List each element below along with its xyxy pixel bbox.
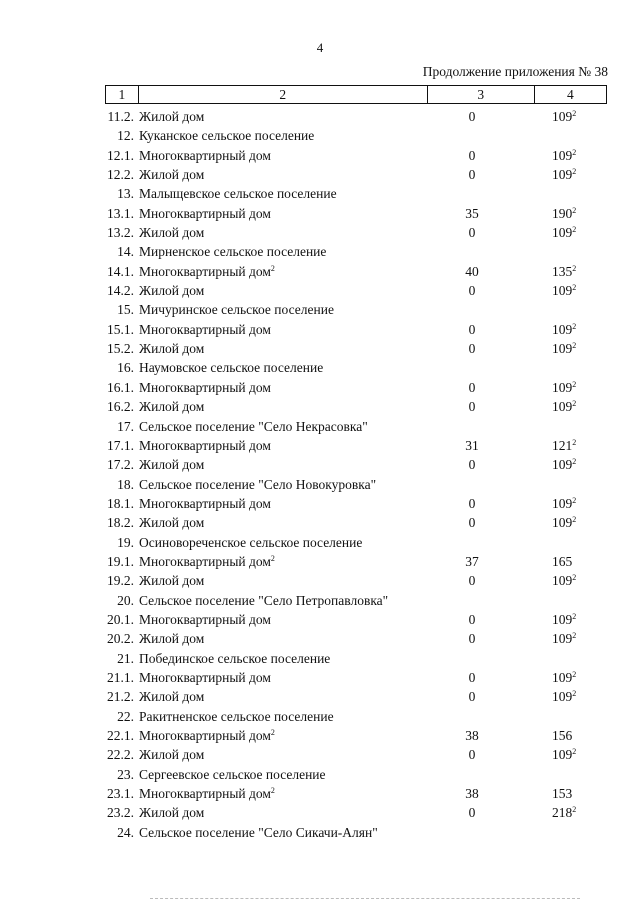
row-name: Побединское сельское поселение bbox=[139, 650, 331, 666]
row-number: 13. bbox=[117, 186, 134, 202]
row-name: Осиновореченское сельское поселение bbox=[139, 534, 363, 550]
table-row bbox=[0, 358, 640, 377]
row-value-col4-footnote: 2 bbox=[572, 321, 577, 331]
table-row bbox=[0, 552, 640, 571]
row-name: Многоквартирный дом bbox=[139, 379, 271, 395]
row-number: 16.2. bbox=[107, 399, 134, 415]
row-value-col4: 109 bbox=[552, 495, 573, 511]
row-number: 17.1. bbox=[107, 437, 134, 453]
row-name: Многоквартирный дом bbox=[139, 263, 271, 279]
row-name: Многоквартирный дом bbox=[139, 147, 271, 163]
table-row bbox=[0, 223, 640, 242]
row-value-col4-footnote: 2 bbox=[572, 495, 577, 505]
row-value-col4-cell bbox=[552, 165, 576, 184]
row-number: 12. bbox=[117, 128, 134, 144]
row-value-col4-cell bbox=[552, 784, 572, 803]
row-name-cell bbox=[139, 204, 271, 223]
row-value-col4: 109 bbox=[552, 147, 573, 163]
row-value-col3: 0 bbox=[468, 167, 476, 183]
table-row bbox=[0, 126, 640, 145]
row-value-col4: 109 bbox=[552, 669, 573, 685]
row-value-col4: 156 bbox=[552, 728, 573, 743]
table-row bbox=[0, 262, 640, 281]
row-name: Многоквартирный дом bbox=[139, 495, 271, 511]
row-name: Наумовское сельское поселение bbox=[139, 360, 324, 376]
row-value-col4-footnote: 2 bbox=[572, 283, 577, 293]
row-value-col4: 109 bbox=[552, 109, 573, 124]
row-value-col4-footnote: 2 bbox=[572, 631, 577, 641]
row-value-col4-cell bbox=[552, 107, 576, 126]
row-value-col4-cell bbox=[552, 455, 576, 474]
row-number: 15.1. bbox=[107, 321, 134, 337]
table-row bbox=[0, 707, 640, 726]
row-number: 14.1. bbox=[107, 263, 134, 279]
row-value-col4: 109 bbox=[552, 631, 573, 647]
row-number: 16.1. bbox=[107, 379, 134, 395]
table-row bbox=[0, 668, 640, 687]
row-number: 13.2. bbox=[107, 225, 134, 241]
row-value-col4: 109 bbox=[552, 167, 573, 183]
row-name: Малыщевское сельское поселение bbox=[139, 186, 337, 202]
row-value-col4-cell bbox=[552, 146, 576, 165]
row-value-col4-cell bbox=[552, 494, 576, 513]
row-name: Жилой дом bbox=[139, 515, 205, 531]
column-header-table bbox=[105, 85, 607, 104]
table-row bbox=[0, 494, 640, 513]
row-value-col4-cell bbox=[552, 629, 576, 648]
page-number: 4 bbox=[316, 40, 324, 55]
row-name-footnote: 2 bbox=[270, 728, 275, 737]
column-header-3: 3 bbox=[427, 86, 534, 104]
row-name: Многоквартирный дом bbox=[139, 786, 271, 802]
row-number: 15. bbox=[117, 302, 134, 318]
row-value-col4-cell bbox=[552, 436, 576, 455]
row-name: Куканское сельское поселение bbox=[139, 128, 315, 144]
row-name-cell bbox=[139, 668, 271, 687]
footer-divider bbox=[150, 898, 580, 900]
row-value-col3: 0 bbox=[468, 669, 476, 685]
row-name: Ракитненское сельское поселение bbox=[139, 708, 334, 724]
row-value-col4-cell bbox=[552, 397, 576, 416]
table-row bbox=[0, 823, 640, 842]
column-header-2: 2 bbox=[138, 86, 427, 104]
table-row bbox=[0, 184, 640, 203]
row-number: 21.2. bbox=[107, 689, 134, 705]
row-value-col4: 109 bbox=[552, 341, 573, 357]
row-name-cell bbox=[139, 107, 204, 126]
row-value-col4-cell bbox=[552, 745, 576, 764]
row-value-col4: 109 bbox=[552, 225, 573, 241]
row-value-col4: 153 bbox=[552, 786, 573, 802]
row-value-col4-footnote: 2 bbox=[572, 669, 577, 679]
row-value-col4-footnote: 2 bbox=[572, 263, 577, 273]
row-number: 12.1. bbox=[107, 147, 134, 163]
row-value-col4: 135 bbox=[552, 263, 573, 279]
row-name-cell bbox=[139, 745, 204, 764]
row-name-footnote: 2 bbox=[270, 263, 275, 273]
row-name-cell bbox=[139, 765, 326, 784]
table-row bbox=[0, 803, 640, 822]
table-row bbox=[0, 649, 640, 668]
row-number: 14. bbox=[117, 244, 134, 260]
row-name: Сельское поселение "Село Некрасовка" bbox=[139, 418, 368, 434]
row-name-cell bbox=[139, 494, 271, 513]
row-name: Жилой дом bbox=[139, 283, 205, 299]
row-value-col4-cell bbox=[552, 281, 576, 300]
row-value-col3: 0 bbox=[468, 341, 476, 357]
table-row bbox=[0, 146, 640, 165]
table-row bbox=[0, 378, 640, 397]
row-value-col3: 0 bbox=[468, 573, 476, 589]
row-name-cell bbox=[139, 629, 204, 648]
row-number: 14.2. bbox=[107, 283, 134, 299]
row-value-col3: 0 bbox=[468, 379, 476, 395]
row-value-col4-cell bbox=[552, 320, 576, 339]
row-number: 19.2. bbox=[107, 573, 134, 589]
row-value-col4-cell bbox=[552, 610, 576, 629]
row-value-col4-footnote: 2 bbox=[572, 747, 577, 757]
row-name-cell bbox=[139, 455, 204, 474]
row-name-cell bbox=[139, 417, 368, 436]
row-name-cell bbox=[139, 784, 275, 803]
row-value-col4-cell bbox=[552, 687, 576, 706]
row-name-cell bbox=[139, 378, 271, 397]
row-value-col4: 109 bbox=[552, 399, 573, 415]
row-value-col3: 37 bbox=[465, 553, 479, 569]
row-value-col4-footnote: 2 bbox=[572, 689, 577, 699]
row-value-col4-footnote: 2 bbox=[572, 457, 577, 467]
row-number: 18.2. bbox=[107, 515, 134, 531]
row-name: Жилой дом bbox=[139, 573, 205, 589]
row-number: 23.1. bbox=[107, 786, 134, 802]
row-name: Многоквартирный дом bbox=[139, 437, 271, 453]
row-name-cell bbox=[139, 552, 275, 571]
row-value-col3: 0 bbox=[468, 399, 476, 415]
row-value-col3: 0 bbox=[468, 805, 476, 821]
row-name: Жилой дом bbox=[139, 399, 205, 415]
row-name-cell bbox=[139, 475, 376, 494]
row-name: Жилой дом bbox=[139, 457, 205, 473]
row-value-col4-footnote: 2 bbox=[572, 611, 577, 621]
row-value-col4: 190 bbox=[552, 205, 573, 221]
table-row bbox=[0, 300, 640, 319]
row-name-footnote: 2 bbox=[270, 553, 275, 563]
column-header-1: 1 bbox=[106, 86, 139, 104]
row-name-cell bbox=[139, 533, 362, 552]
row-name: Жилой дом bbox=[139, 805, 205, 821]
row-value-col4-footnote: 2 bbox=[572, 205, 577, 215]
row-name-cell bbox=[139, 281, 204, 300]
row-number: 18. bbox=[117, 476, 134, 492]
row-value-col4: 109 bbox=[552, 379, 573, 395]
row-number: 17.2. bbox=[107, 457, 134, 473]
row-value-col3: 0 bbox=[468, 147, 476, 163]
table-row bbox=[0, 610, 640, 629]
row-value-col3: 0 bbox=[468, 515, 476, 531]
row-name: Жилой дом bbox=[139, 689, 205, 705]
row-name-cell bbox=[139, 242, 326, 261]
row-number: 21.1. bbox=[107, 669, 134, 685]
row-value-col4-footnote: 2 bbox=[572, 437, 577, 447]
table-row bbox=[0, 417, 640, 436]
row-number: 21. bbox=[117, 650, 134, 666]
row-value-col3: 0 bbox=[468, 283, 476, 299]
row-value-col4-cell bbox=[552, 571, 576, 590]
table-row bbox=[0, 629, 640, 648]
row-name: Жилой дом bbox=[139, 167, 205, 183]
row-value-col4: 121 bbox=[552, 437, 573, 453]
row-value-col4-footnote: 2 bbox=[572, 573, 577, 583]
row-name-cell bbox=[139, 300, 334, 319]
row-name: Сельское поселение "Село Сикачи-Алян" bbox=[139, 824, 378, 840]
row-number: 13.1. bbox=[107, 205, 134, 221]
row-number: 22. bbox=[117, 708, 134, 724]
table-row bbox=[0, 687, 640, 706]
table-row bbox=[0, 533, 640, 552]
row-value-col3: 38 bbox=[465, 786, 479, 802]
row-name-cell bbox=[139, 223, 204, 242]
row-value-col4: 109 bbox=[552, 457, 573, 473]
row-name-cell bbox=[139, 436, 271, 455]
row-value-col4-footnote: 2 bbox=[572, 147, 577, 157]
row-value-col4-footnote: 2 bbox=[572, 399, 577, 409]
row-value-col4-cell bbox=[552, 552, 572, 571]
row-name-cell bbox=[139, 184, 337, 203]
row-value-col4-footnote: 2 bbox=[572, 167, 577, 177]
row-name: Жилой дом bbox=[139, 225, 205, 241]
row-name-cell bbox=[139, 610, 271, 629]
table-row bbox=[0, 726, 640, 745]
row-number: 12.2. bbox=[107, 167, 134, 183]
row-name-cell bbox=[139, 513, 204, 532]
row-name: Мичуринское сельское поселение bbox=[139, 302, 334, 318]
row-value-col4-footnote: 2 bbox=[572, 109, 577, 118]
table-row bbox=[0, 436, 640, 455]
row-name-cell bbox=[139, 146, 271, 165]
row-name: Многоквартирный дом bbox=[139, 728, 271, 743]
table-row bbox=[0, 455, 640, 474]
row-value-col4: 109 bbox=[552, 689, 573, 705]
row-name-cell bbox=[139, 591, 388, 610]
row-value-col3: 35 bbox=[465, 205, 479, 221]
row-name: Жилой дом bbox=[139, 747, 205, 763]
column-header-row bbox=[106, 86, 607, 104]
row-name-cell bbox=[139, 649, 330, 668]
table-row bbox=[0, 281, 640, 300]
row-name-cell bbox=[139, 707, 334, 726]
row-value-col4-footnote: 2 bbox=[572, 225, 577, 235]
table-row bbox=[0, 591, 640, 610]
row-value-col4: 165 bbox=[552, 553, 573, 569]
table-row bbox=[0, 571, 640, 590]
row-value-col4-cell bbox=[552, 803, 576, 822]
row-value-col4-cell bbox=[552, 726, 572, 745]
row-number: 22.1. bbox=[107, 728, 134, 743]
row-name-cell bbox=[139, 126, 314, 145]
row-value-col3: 40 bbox=[465, 263, 479, 279]
table-row bbox=[0, 320, 640, 339]
row-name: Многоквартирный дом bbox=[139, 553, 271, 569]
row-number: 23. bbox=[117, 766, 134, 782]
row-name-footnote: 2 bbox=[270, 786, 275, 796]
row-number: 16. bbox=[117, 360, 134, 376]
row-value-col4-cell bbox=[552, 668, 576, 687]
row-value-col4-cell bbox=[552, 204, 576, 223]
table-row bbox=[0, 513, 640, 532]
row-name: Жилой дом bbox=[139, 341, 205, 357]
row-value-col3: 0 bbox=[468, 225, 476, 241]
table-row bbox=[0, 107, 640, 126]
row-value-col3: 0 bbox=[468, 321, 476, 337]
row-name-cell bbox=[139, 320, 271, 339]
row-value-col3: 0 bbox=[468, 495, 476, 511]
row-number: 17. bbox=[117, 418, 134, 434]
row-name: Многоквартирный дом bbox=[139, 669, 271, 685]
row-name: Многоквартирный дом bbox=[139, 321, 271, 337]
row-number: 19. bbox=[117, 534, 134, 550]
table-row bbox=[0, 745, 640, 764]
row-number: 18.1. bbox=[107, 495, 134, 511]
continuation-label: Продолжение приложения № 38 bbox=[422, 64, 608, 79]
table-row bbox=[0, 475, 640, 494]
row-name-cell bbox=[139, 358, 323, 377]
row-name-cell bbox=[139, 397, 204, 416]
row-number: 22.2. bbox=[107, 747, 134, 763]
row-value-col4: 218 bbox=[552, 805, 573, 821]
row-name-cell bbox=[139, 165, 204, 184]
table-row bbox=[0, 765, 640, 784]
row-number: 11.2. bbox=[107, 109, 134, 124]
row-name-cell bbox=[139, 803, 204, 822]
row-value-col4: 109 bbox=[552, 573, 573, 589]
row-name-cell bbox=[139, 339, 204, 358]
row-value-col4: 109 bbox=[552, 515, 573, 531]
row-name-cell bbox=[139, 687, 204, 706]
table-row bbox=[0, 242, 640, 261]
table-row bbox=[0, 397, 640, 416]
row-value-col3: 38 bbox=[465, 728, 479, 743]
row-name-cell bbox=[139, 726, 275, 745]
row-value-col3: 0 bbox=[468, 611, 476, 627]
row-number: 15.2. bbox=[107, 341, 134, 357]
row-name: Жилой дом bbox=[139, 631, 205, 647]
table-row bbox=[0, 165, 640, 184]
row-value-col4-footnote: 2 bbox=[572, 379, 577, 389]
row-value-col4-cell bbox=[552, 262, 576, 281]
row-value-col4-cell bbox=[552, 378, 576, 397]
row-name-cell bbox=[139, 571, 204, 590]
row-name: Мирненское сельское поселение bbox=[139, 244, 327, 260]
row-name: Жилой дом bbox=[139, 109, 205, 124]
table-row bbox=[0, 204, 640, 223]
table-row bbox=[0, 784, 640, 803]
row-name-cell bbox=[139, 823, 378, 842]
row-value-col3: 0 bbox=[468, 457, 476, 473]
row-value-col4-cell bbox=[552, 223, 576, 242]
row-value-col4-footnote: 2 bbox=[572, 341, 577, 351]
row-name: Многоквартирный дом bbox=[139, 205, 271, 221]
row-value-col3: 0 bbox=[468, 109, 476, 124]
row-name: Сельское поселение "Село Новокуровка" bbox=[139, 476, 377, 492]
row-value-col4: 109 bbox=[552, 611, 573, 627]
row-value-col4: 109 bbox=[552, 321, 573, 337]
row-value-col3: 0 bbox=[468, 689, 476, 705]
table-row bbox=[0, 339, 640, 358]
row-name: Сергеевское сельское поселение bbox=[139, 766, 326, 782]
row-name: Сельское поселение "Село Петропавловка" bbox=[139, 592, 389, 608]
row-number: 19.1. bbox=[107, 553, 134, 569]
row-value-col4: 109 bbox=[552, 747, 573, 763]
row-value-col3: 0 bbox=[468, 747, 476, 763]
row-number: 20.1. bbox=[107, 611, 134, 627]
row-value-col4-footnote: 2 bbox=[572, 805, 577, 815]
row-value-col4-cell bbox=[552, 513, 576, 532]
row-number: 23.2. bbox=[107, 805, 134, 821]
column-header-4: 4 bbox=[534, 86, 606, 104]
table-body bbox=[0, 107, 640, 842]
row-value-col3: 0 bbox=[468, 631, 476, 647]
row-value-col4: 109 bbox=[552, 283, 573, 299]
row-value-col3: 31 bbox=[465, 437, 479, 453]
row-name-cell bbox=[139, 262, 275, 281]
row-number: 20. bbox=[117, 592, 134, 608]
row-value-col4-cell bbox=[552, 339, 576, 358]
row-name: Многоквартирный дом bbox=[139, 611, 271, 627]
row-value-col4-footnote: 2 bbox=[572, 515, 577, 525]
row-number: 20.2. bbox=[107, 631, 134, 647]
row-number: 24. bbox=[117, 824, 134, 840]
